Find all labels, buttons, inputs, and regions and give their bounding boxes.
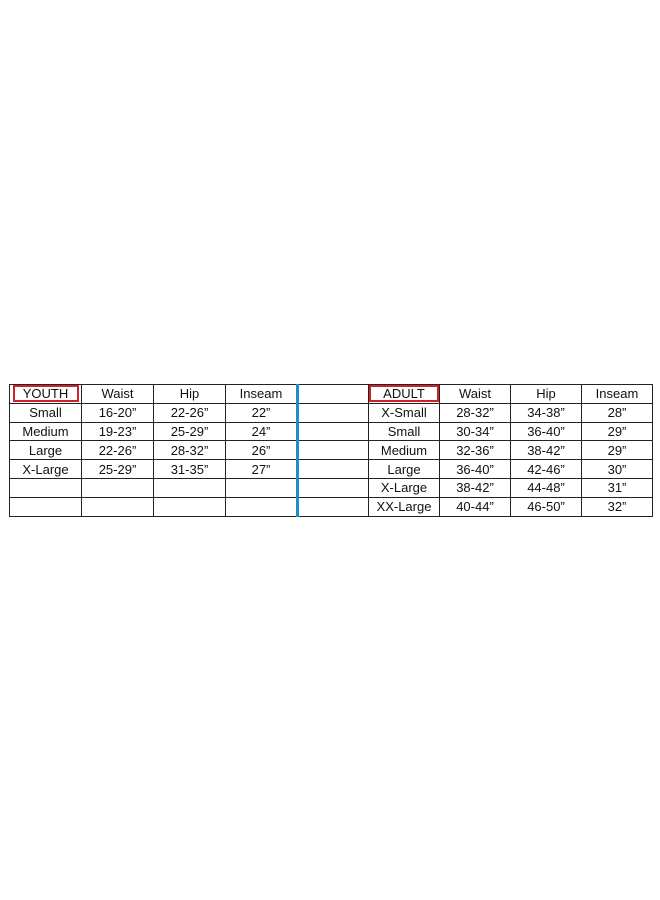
youth-size-cell: Small [10, 403, 82, 422]
youth-inseam-cell: 22” [226, 403, 298, 422]
youth-waist-cell: 16-20” [82, 403, 154, 422]
adult-col-inseam: Inseam [582, 385, 653, 404]
youth-col-inseam: Inseam [226, 385, 298, 404]
adult-inseam-cell: 32” [582, 497, 653, 516]
header-row [10, 385, 653, 404]
youth-hip-cell: 22-26” [154, 403, 226, 422]
table-row [10, 497, 653, 516]
adult-size-cell: X-Large [369, 478, 440, 497]
adult-waist-cell: 40-44” [440, 497, 511, 516]
adult-hip-cell: 34-38” [511, 403, 582, 422]
youth-waist-cell: 19-23” [82, 422, 154, 441]
youth-inseam-cell: 26” [226, 441, 298, 460]
youth-waist-cell: 25-29” [82, 460, 154, 479]
adult-hip-cell: 42-46” [511, 460, 582, 479]
adult-waist-cell: 30-34” [440, 422, 511, 441]
youth-waist-cell [82, 478, 154, 497]
table-row [10, 441, 653, 460]
youth-waist-cell: 22-26” [82, 441, 154, 460]
adult-col-waist: Waist [440, 385, 511, 404]
youth-size-cell: Large [10, 441, 82, 460]
youth-hip-cell: 28-32” [154, 441, 226, 460]
adult-size-cell: Large [369, 460, 440, 479]
youth-hip-cell [154, 478, 226, 497]
youth-hip-cell [154, 497, 226, 516]
youth-size-cell: Medium [10, 422, 82, 441]
divider-cell [298, 441, 369, 460]
adult-size-cell: X-Small [369, 403, 440, 422]
adult-header: ADULT [369, 385, 439, 402]
divider-cell [298, 385, 369, 404]
youth-inseam-cell: 24” [226, 422, 298, 441]
adult-inseam-cell: 28” [582, 403, 653, 422]
youth-hip-cell: 31-35” [154, 460, 226, 479]
adult-inseam-cell: 29” [582, 441, 653, 460]
youth-col-hip: Hip [154, 385, 226, 404]
youth-col-waist: Waist [82, 385, 154, 404]
adult-header-cell [369, 385, 440, 404]
youth-hip-cell: 25-29” [154, 422, 226, 441]
youth-size-cell: X-Large [10, 460, 82, 479]
adult-waist-cell: 28-32” [440, 403, 511, 422]
adult-inseam-cell: 30” [582, 460, 653, 479]
divider-cell [298, 460, 369, 479]
youth-size-cell [10, 497, 82, 516]
youth-inseam-cell: 27” [226, 460, 298, 479]
youth-header-cell [10, 385, 82, 404]
adult-hip-cell: 38-42” [511, 441, 582, 460]
table-row [10, 460, 653, 479]
adult-size-cell: Medium [369, 441, 440, 460]
adult-waist-cell: 38-42” [440, 478, 511, 497]
adult-inseam-cell: 29” [582, 422, 653, 441]
adult-waist-cell: 32-36” [440, 441, 511, 460]
divider-cell [298, 497, 369, 516]
adult-hip-cell: 44-48” [511, 478, 582, 497]
youth-header: YOUTH [13, 385, 79, 402]
adult-inseam-cell: 31” [582, 478, 653, 497]
adult-waist-cell: 36-40” [440, 460, 511, 479]
youth-inseam-cell [226, 497, 298, 516]
table-row [10, 478, 653, 497]
youth-waist-cell [82, 497, 154, 516]
adult-size-cell: XX-Large [369, 497, 440, 516]
adult-size-cell: Small [369, 422, 440, 441]
divider-cell [298, 422, 369, 441]
adult-col-hip: Hip [511, 385, 582, 404]
adult-hip-cell: 46-50” [511, 497, 582, 516]
size-chart-table [9, 384, 653, 517]
youth-size-cell [10, 478, 82, 497]
table-row [10, 422, 653, 441]
divider-cell [298, 478, 369, 497]
adult-hip-cell: 36-40” [511, 422, 582, 441]
youth-inseam-cell [226, 478, 298, 497]
table-row [10, 403, 653, 422]
divider-cell [298, 403, 369, 422]
